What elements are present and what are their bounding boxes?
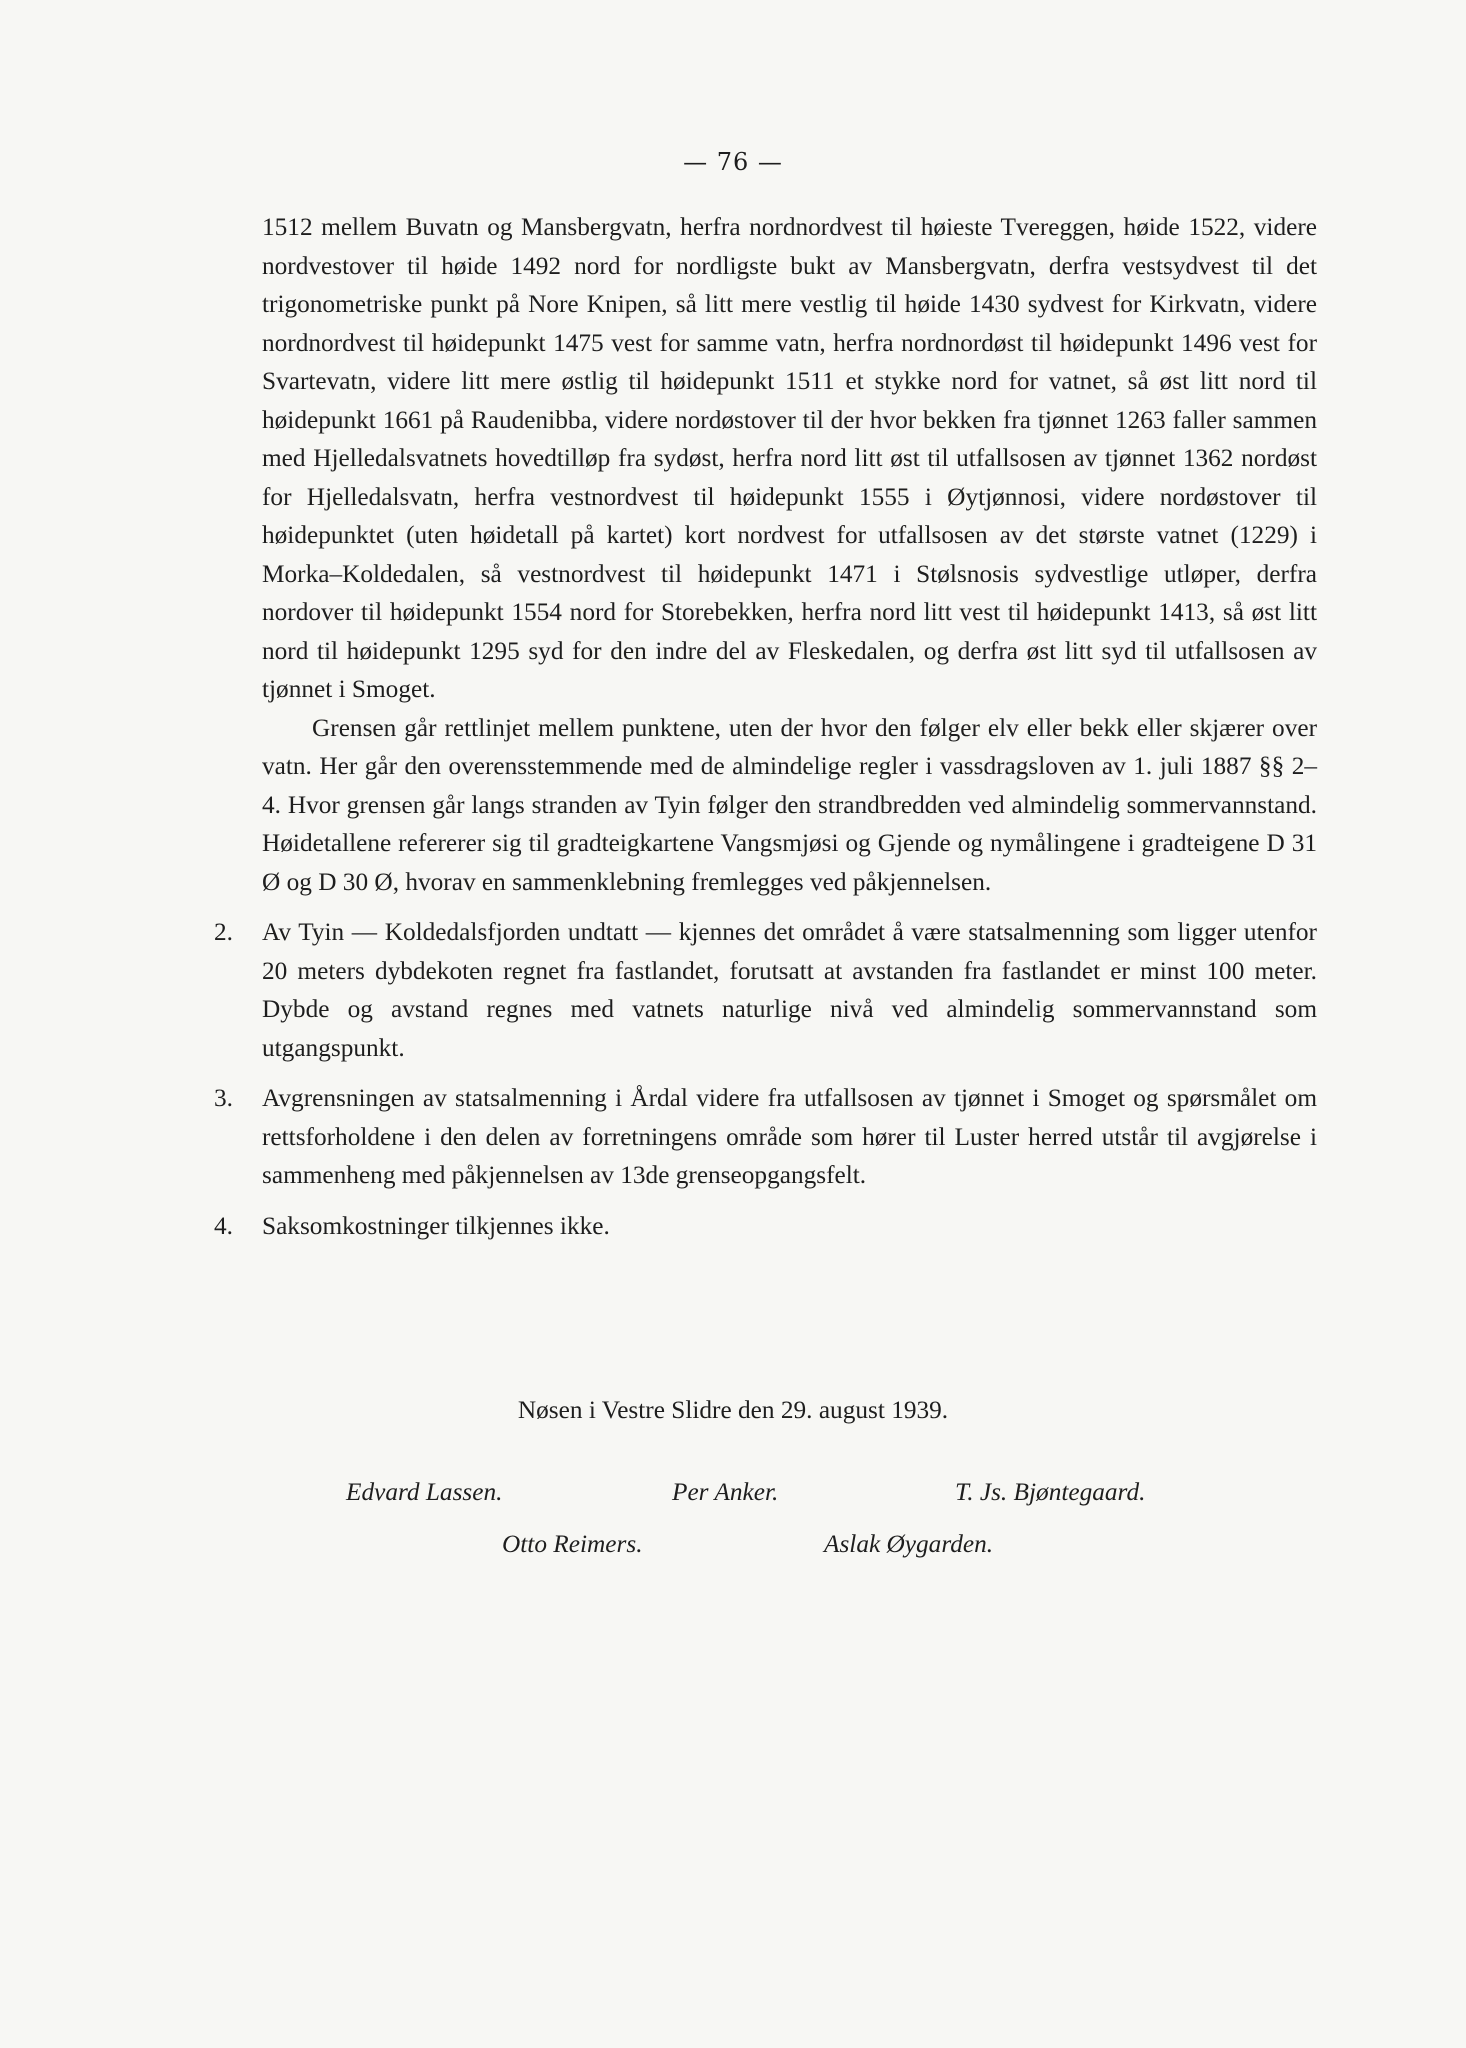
numbered-item-4 — [214, 1207, 1317, 1246]
signature-per-anker: Per Anker. — [672, 1478, 779, 1506]
item-number: 3. — [214, 1084, 233, 1112]
signature-edvard-lassen: Edvard Lassen. — [346, 1478, 503, 1506]
signature-otto-reimers: Otto Reimers. — [502, 1530, 643, 1558]
numbered-item-2 — [214, 913, 1317, 1067]
boundary-rule-paragraph: Grensen går rettlinjet mellem punktene, uten der hvor den følger elv eller bekk eller skjærer over vatn. Her går den overensstemmende med de almindelige regler i vassdragsloven av 1. juli 1887 §§ 2–4. Hvor grensen går langs stranden av Tyin følger den strandbredden ved almindelig sommervannstand. Høidetallene refererer sig til gradteigkartene Vangsmjøsi og Gjende og nymålingene i gradteigene D 31 Ø og D 30 Ø, hvorav en sammenklebning fremlegges ved påkjennelsen. — [262, 713, 1317, 896]
place-and-date: Nøsen i Vestre Slidre den 29. august 1939. — [517, 1396, 949, 1424]
item-number: 2. — [214, 918, 233, 946]
item-number: 4. — [214, 1211, 233, 1240]
item-text: Saksomkostninger tilkjennes ikke. — [262, 1211, 610, 1240]
item-text: Av Tyin — Koldedalsfjorden undtatt — kjennes det området å være statsalmenning som ligger utenfor 20 meters dybdekoten regnet fra fastlandet, forutsatt at avstanden fra fastlandet er minst 100 meter. Dybde og avstand regnes med vatnets naturlige nivå ved almindelig sommervannstand som utgangspunkt. — [262, 918, 1317, 1062]
page-number: — 76 — — [683, 148, 783, 176]
item-text: Avgrensningen av statsalmenning i Årdal videre fra utfallsosen av tjønnet i Smoget og spørsmålet om rettsforholdene i den delen av forretningens område som hører til Luster herred utstår til avgjørelse i sammenheng med påkjennelsen av 13de grenseopgangsfelt. — [262, 1084, 1317, 1189]
continuation-paragraph: 1512 mellem Buvatn og Mansbergvatn, herfra nordnordvest til høieste Tvereggen, høide 1522, videre nordvestover til høide 1492 nord for nordligste bukt av Mansbergvatn, derfra vestsydvest til det trigonometriske punkt på Nore Knipen, så litt mere vestlig til høide 1430 sydvest for Kirkvatn, videre nordnordvest til høidepunkt 1475 vest for samme vatn, herfra nordnordøst til høidepunkt 1496 vest for Svartevatn, videre litt mere østlig til høidepunkt 1511 et stykke nord for vatnet, så øst litt nord til høidepunkt 1661 på Raudenibba, videre nordøstover til der hvor bekken fra tjønnet 1263 faller sammen med Hjelledalsvatnets hovedtilløp fra sydøst, herfra nord litt øst til utfallsosen av tjønnet 1362 nordøst for Hjelledalsvatn, herfra vestnordvest til høidepunkt 1555 i Øytjønnosi, videre nordøstover til høidepunktet (uten høidetall på kartet) kort nordvest for utfallsosen av det største vatnet (1229) i Morka–Koldedalen, så vestnordvest til høidepunkt 1471 i Stølsnosis sydvestlige utløper, derfra nordover til høidepunkt 1554 nord for Storebekken, herfra nord litt vest til høidepunkt 1413, så øst litt nord til høidepunkt 1295 syd for den indre del av Fleskedalen, og derfra øst litt syd til utfallsosen av tjønnet i Smoget. — [262, 213, 1317, 703]
numbered-item-3 — [214, 1079, 1317, 1195]
signature-bjontegaard: T. Js. Bjøntegaard. — [955, 1478, 1146, 1506]
signature-aslak-oygarden: Aslak Øygarden. — [824, 1530, 994, 1558]
document-body — [214, 208, 1317, 1245]
